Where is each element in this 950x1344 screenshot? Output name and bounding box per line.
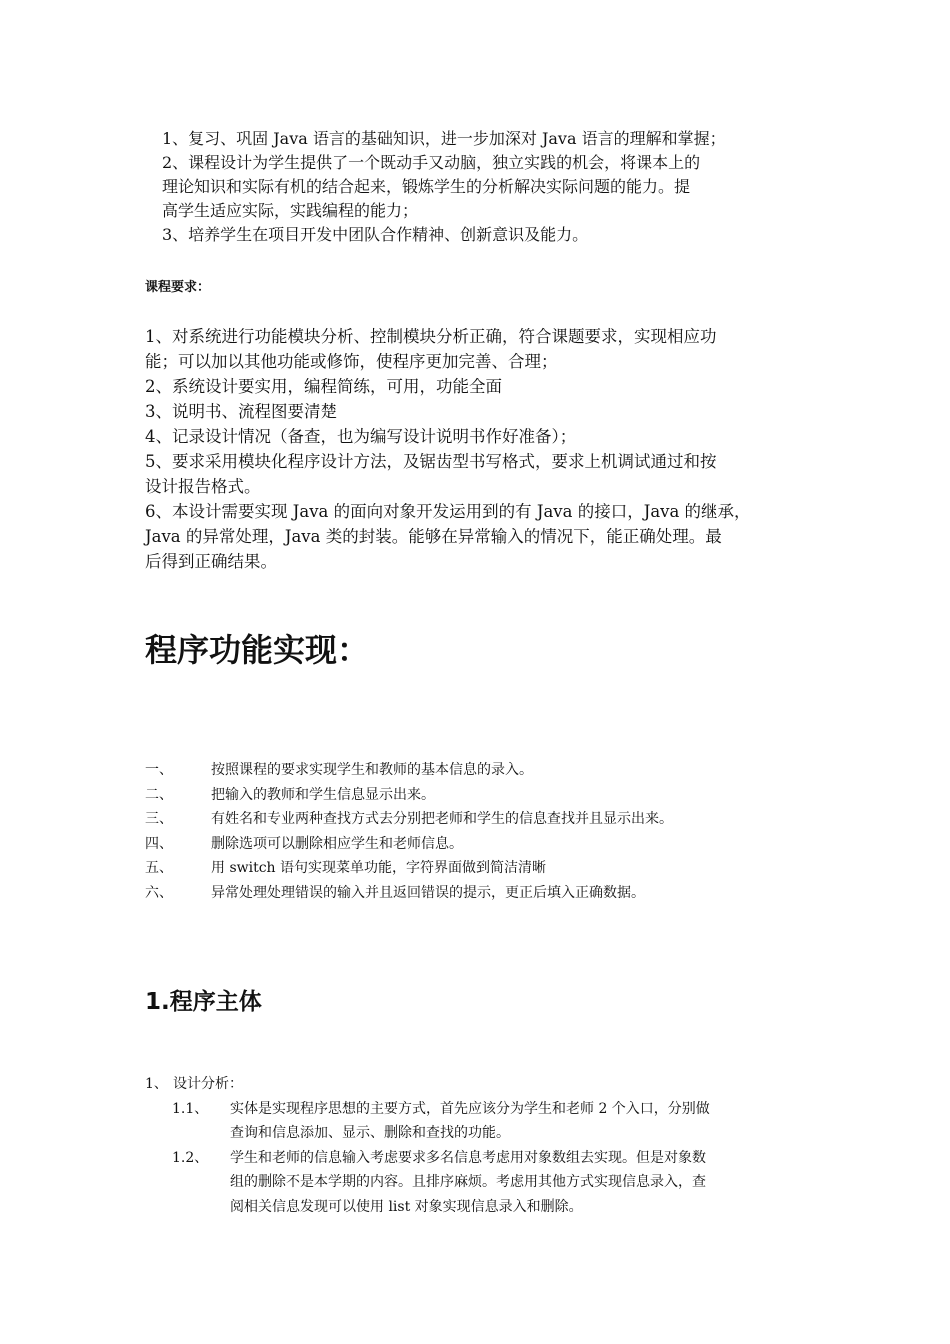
subsection-title: 1.程序主体 <box>145 989 262 1015</box>
requirement-line: 6、本设计需要实现 Java 的面向对象开发运用到的有 Java 的接口，Java 的继承， <box>145 502 751 521</box>
feature-number: 一、 <box>145 762 173 778</box>
feature-item <box>145 856 825 881</box>
subitem-line: 阅相关信息发现可以使用 list 对象实现信息录入和删除。 <box>230 1198 583 1215</box>
requirement-item <box>145 424 815 449</box>
requirement-item <box>145 374 815 399</box>
design-analysis <box>145 1072 825 1219</box>
course-goals <box>162 127 822 247</box>
requirement-line: 2、系统设计要实用，编程简练，可用，功能全面 <box>145 377 502 396</box>
requirement-line: 能；可以加以其他功能或修饰，使程序更加完善、合理； <box>145 352 558 371</box>
requirement-line: 1、对系统进行功能模块分析、控制模块分析正确，符合课题要求，实现相应功 <box>145 327 717 346</box>
requirement-line: 3、说明书、流程图要清楚 <box>145 402 337 421</box>
analysis-label: 设计分析： <box>173 1076 243 1092</box>
subitem-line: 组的删除不是本学期的内容。且排序麻烦。考虑用其他方式实现信息录入，查 <box>230 1174 706 1190</box>
subitem-number: 1.2、 <box>172 1149 209 1166</box>
requirement-item <box>145 324 815 374</box>
requirement-line: Java 的异常处理，Java 类的封装。能够在异常输入的情况下，能正确处理。最 <box>145 527 722 546</box>
feature-text: 用 switch 语句实现菜单功能，字符界面做到简洁清晰 <box>211 860 547 876</box>
feature-text: 删除选项可以删除相应学生和老师信息。 <box>211 835 463 852</box>
feature-item <box>145 758 825 783</box>
feature-item <box>145 881 825 906</box>
feature-text: 有姓名和专业两种查找方式去分别把老师和学生的信息查找并且显示出来。 <box>211 811 673 827</box>
section-title: 程序功能实现： <box>145 631 370 669</box>
goal-line: 高学生适应实际，实践编程的能力； <box>162 201 419 220</box>
analysis-number: 1、 <box>145 1076 168 1092</box>
analysis-subitems <box>145 1097 825 1220</box>
requirements-heading: 课程要求： <box>145 280 211 295</box>
subitem-text <box>230 1146 825 1220</box>
subitem-number: 1.1、 <box>172 1100 209 1117</box>
requirement-item <box>145 399 815 424</box>
analysis-subitem <box>145 1146 825 1220</box>
feature-item <box>145 807 825 832</box>
feature-text: 异常处理处理错误的输入并且返回错误的提示，更正后填入正确数据。 <box>211 884 645 901</box>
goal-line: 1、复习、巩固 Java 语言的基础知识，进一步加深对 Java 语言的理解和掌握； <box>162 129 726 148</box>
goal-line: 理论知识和实际有机的结合起来，锻炼学生的分析解决实际问题的能力。提 <box>162 177 691 196</box>
requirement-line: 4、记录设计情况（备查，也为编写设计说明书作好准备）； <box>145 427 577 446</box>
goal-item <box>162 223 822 247</box>
subitem-line: 实体是实现程序思想的主要方式，首先应该分为学生和老师 2 个入口，分别做 <box>230 1100 710 1117</box>
subitem-text <box>230 1097 825 1146</box>
feature-number: 六、 <box>145 884 173 901</box>
goal-item <box>162 127 822 151</box>
requirement-item <box>145 499 815 574</box>
analysis-subitem <box>145 1097 825 1146</box>
subitem-line: 学生和老师的信息输入考虑要求多名信息考虑用对象数组去实现。但是对象数 <box>230 1149 706 1166</box>
feature-text: 按照课程的要求实现学生和教师的基本信息的录入。 <box>211 762 533 778</box>
requirement-line: 后得到正确结果。 <box>145 552 277 571</box>
analysis-heading <box>145 1072 825 1097</box>
goal-item <box>162 151 822 223</box>
requirement-item <box>145 449 815 499</box>
goal-line: 3、培养学生在项目开发中团队合作精神、创新意识及能力。 <box>162 225 589 244</box>
feature-item <box>145 832 825 857</box>
feature-item <box>145 783 825 808</box>
feature-number: 二、 <box>145 786 173 803</box>
requirement-line: 设计报告格式。 <box>145 477 261 496</box>
requirement-line: 5、要求采用模块化程序设计方法，及锯齿型书写格式，要求上机调试通过和按 <box>145 452 717 471</box>
subitem-line: 查询和信息添加、显示、删除和查找的功能。 <box>230 1125 510 1141</box>
feature-number: 三、 <box>145 811 173 827</box>
feature-list <box>145 758 825 905</box>
goal-line: 2、课程设计为学生提供了一个既动手又动脑，独立实践的机会，将课本上的 <box>162 153 701 172</box>
feature-number: 五、 <box>145 860 173 876</box>
requirements-list <box>145 324 815 574</box>
feature-number: 四、 <box>145 835 173 852</box>
feature-text: 把输入的教师和学生信息显示出来。 <box>211 786 435 803</box>
